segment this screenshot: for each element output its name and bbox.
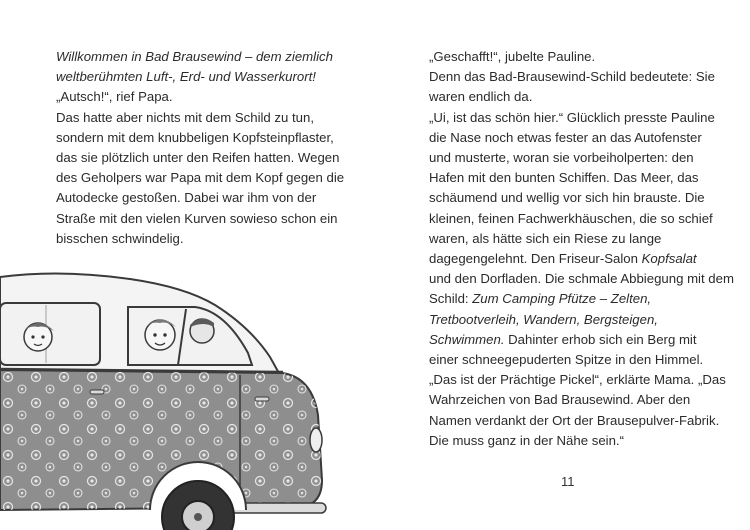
text-line: und musterte, woran sie vorbeiholperten: den — [429, 150, 694, 166]
page-number: 11 — [561, 474, 575, 489]
text-line: das sie plötzlich unter den Reifen hatten. Wegen — [56, 150, 340, 166]
right-page — [375, 0, 750, 530]
text-line: „Ui, ist das schön hier.“ Glücklich presste Pauline — [429, 109, 715, 125]
italic-span: Zum Camping Pfütze – Zelten, — [472, 291, 652, 307]
text-line: Denn das Bad-Brausewind-Schild bedeutete: Sie — [429, 69, 715, 85]
text-line: weltberühmten Luft-, Erd- und Wasserkurort! — [56, 69, 316, 85]
text-line: sondern mit dem knubbeligen Kopfsteinpflaster, — [56, 129, 334, 145]
text-line: „Geschafft!“, jubelte Pauline. — [429, 49, 596, 64]
text-line — [429, 330, 729, 350]
text-line: schäumend und wellig vor sich hin brauste. Die — [429, 190, 705, 206]
text-line: Die muss ganz in der Nähe sein.“ — [429, 432, 624, 448]
text-line: die Nase noch etwas fester an das Autofenster — [429, 129, 702, 145]
italic-span: Kopfsalat — [641, 251, 697, 267]
text-line: Wahrzeichen von Bad Brausewind. Aber den — [429, 392, 691, 408]
text-span: Dahinter erhob sich ein Berg mit — [504, 331, 697, 347]
text-line: und den Dorfladen. Die schmale Abbiegung mit dem — [429, 271, 734, 287]
text-line: Hafen mit den bunten Schiffen. Das Meer, das — [429, 170, 699, 186]
camper-van-illustration — [0, 265, 330, 530]
text-line: Straße mit den vielen Kurven sowieso schon ein — [56, 210, 338, 226]
text-line — [429, 289, 729, 309]
text-line: waren endlich da. — [429, 89, 533, 105]
text-line: des Geholpers war Papa mit dem Kopf gegen die — [56, 170, 345, 186]
text-line: Tretbootverleih, Wandern, Bergsteigen, — [429, 311, 658, 327]
text-line: waren, als hätte sich ein Riese zu lange — [429, 230, 662, 246]
text-line: „Das ist der Prächtige Pickel“, erklärte Mama. „Das — [429, 372, 726, 388]
text-line: bisschen schwindelig. — [56, 230, 184, 246]
right-page-text — [429, 47, 734, 451]
text-line: Autodecke gestoßen. Dabei war ihm von der — [56, 190, 317, 206]
text-span: dagegengelehnt. Den Friseur-Salon — [429, 251, 642, 267]
text-line: kleinen, feinen Fachwerkhäuschen, die so schief — [429, 210, 713, 226]
text-line: Namen verdankt der Ort der Brausepulver-Fabrik. — [429, 412, 720, 428]
text-line: einer schneegepuderten Spitze in den Himmel. — [429, 352, 704, 368]
text-line: Das hatte aber nichts mit dem Schild zu tun, — [56, 109, 315, 125]
text-span: Schild: — [429, 291, 473, 307]
left-page-text — [56, 47, 356, 249]
italic-span: Schwimmen. — [429, 331, 505, 347]
text-line — [429, 249, 729, 269]
text-line: „Autsch!“, rief Papa. — [56, 89, 173, 105]
text-line: Willkommen in Bad Brausewind – dem ziemlich — [56, 49, 333, 64]
